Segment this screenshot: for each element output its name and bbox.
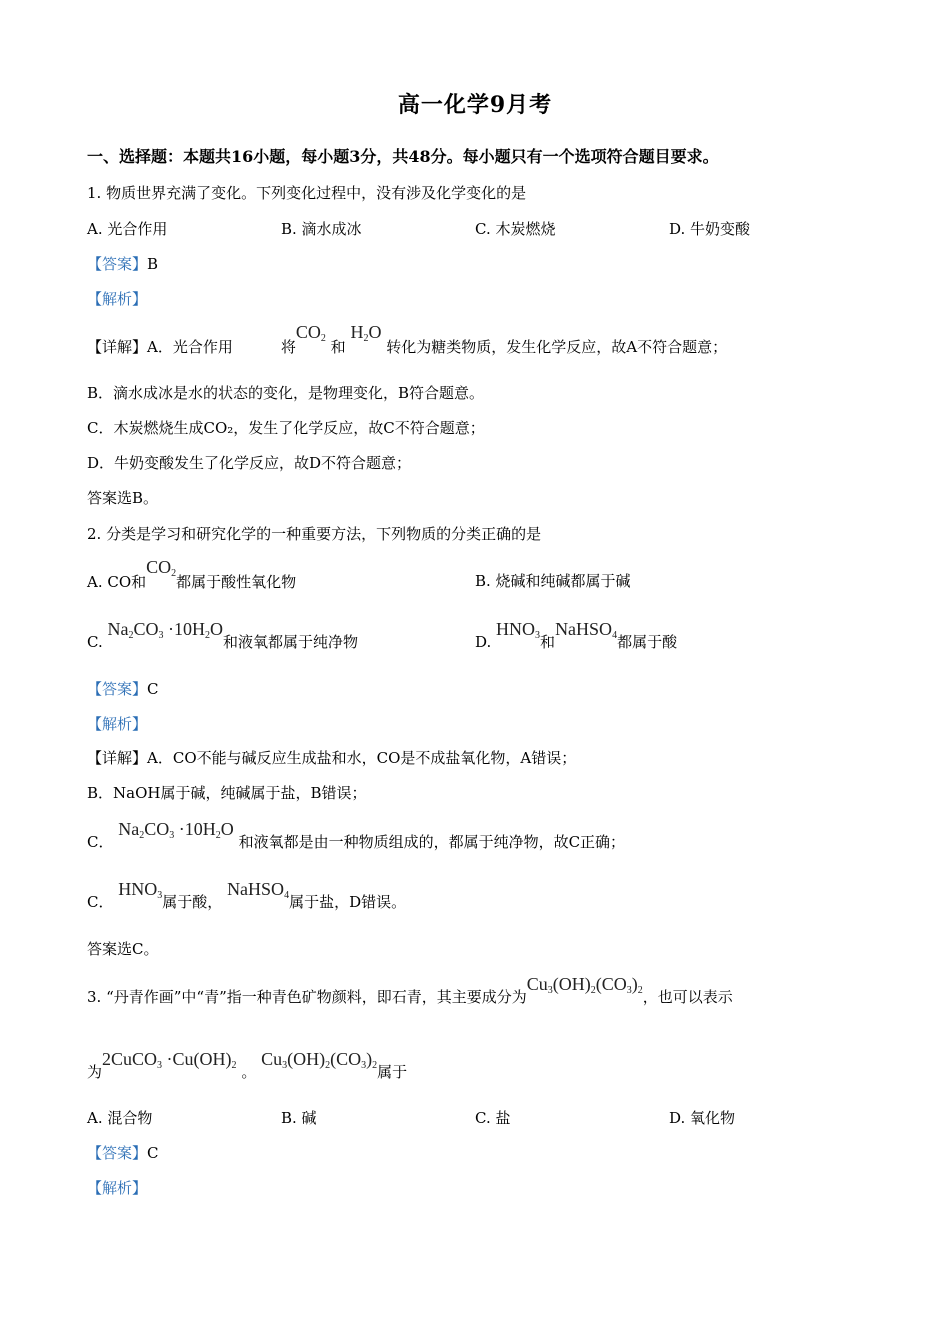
q1-detail-d: D．牛奶变酸发生了化学反应，故D不符合题意；: [87, 454, 412, 472]
q1-detail-a: 【详解】A．光合作用 将$CO_2$ 和 $H_2O$ 转化为糖类物质，发生化学反应，故A不符合题意；: [87, 322, 728, 356]
q2-detail-a: 【详解】A．CO不能与碱反应生成盐和水，CO是不成盐氧化物，A错误；: [87, 749, 577, 767]
answer-tag: 【答案】: [87, 1144, 148, 1162]
detail-tag: 【详解】: [87, 749, 148, 767]
formula-hno3: $HNO_3$: [118, 879, 163, 901]
q1-detail-b: B．滴水成冰是水的状态的变化，是物理变化，B符合题意。: [87, 384, 485, 402]
q3-stem: 3. “丹青作画”中“青”指一种青色矿物颜料，即石青，其主要成分为$Cu_3(OH)_2(CO_3)_2$，也可以表示: [87, 974, 733, 1006]
q2-conclusion: 答案选C。: [87, 940, 159, 958]
q3-answer-value: C: [147, 1144, 159, 1162]
q2-detail-c: C． $Na_2CO_3 \cdot 10H_2O$ 和液氧都是由一种物质组成的，都属于纯净物，故C正确；: [87, 819, 626, 851]
formula-nahso4: NaHSO$_4$: [555, 619, 618, 641]
detail-tag: 【详解】: [87, 338, 148, 356]
q1-option-d: D. 牛奶变酸: [669, 220, 751, 238]
q3-option-a: A. 混合物: [87, 1109, 153, 1127]
q2-detail-b: B．NaOH属于碱，纯碱属于盐，B错误；: [87, 784, 367, 802]
q2-answer: [87, 679, 159, 699]
q3-option-c: C. 盐: [475, 1109, 511, 1127]
q1-answer: [87, 254, 158, 274]
formula-co2: $CO_2$: [295, 322, 326, 344]
formula-na2co3-10h2o: $Na_2CO_3 \cdot 10H_2O$: [107, 619, 224, 641]
formula-nahso4: NaHSO$_4$: [227, 879, 290, 901]
formula-co2: $CO_2$: [146, 557, 177, 579]
q1-option-b: B. 滴水成冰: [281, 220, 362, 238]
q2-option-c: C. $Na_2CO_3 \cdot 10H_2O$和液氧都属于纯净物: [87, 619, 359, 651]
q1-answer-value: B: [147, 255, 159, 273]
q1-option-c: C. 木炭燃烧: [475, 220, 556, 238]
q2-answer-value: C: [147, 680, 159, 698]
q2-analysis-tag: 【解析】: [87, 715, 148, 733]
formula-malachite: $Cu_3(OH)_2(CO_3)_2$: [526, 974, 643, 996]
q3-analysis-tag: 【解析】: [87, 1179, 148, 1197]
q3-answer: [87, 1143, 159, 1163]
q2-option-d: D. $HNO_3$和NaHSO$_4$都属于酸: [475, 619, 678, 651]
q1-stem: 1. 物质世界充满了变化。下列变化过程中，没有涉及化学变化的是: [87, 184, 527, 202]
q1-option-a: A. 光合作用: [87, 220, 168, 238]
page-title: 高一化学9月考: [397, 92, 553, 118]
answer-tag: 【答案】: [87, 255, 148, 273]
formula-malachite: $Cu_3(OH)_2(CO_3)_2$: [261, 1049, 378, 1071]
formula-hno3: $HNO_3$: [496, 619, 541, 641]
formula-2cuco3-cuoh2: 2CuCO$_3$ $\cdot Cu(OH)_2$: [102, 1049, 237, 1071]
answer-tag: 【答案】: [87, 680, 148, 698]
section-heading: 一、选择题：本题共16小题，每小题3分，共48分。每小题只有一个选项符合题目要求。: [87, 147, 719, 166]
formula-na2co3-10h2o: $Na_2CO_3 \cdot 10H_2O$: [118, 819, 234, 841]
q2-option-a: A. CO和$CO_2$都属于酸性氧化物: [87, 557, 297, 591]
q2-option-b: B. 烧碱和纯碱都属于碱: [475, 572, 631, 590]
q3-option-b: B. 碱: [281, 1109, 317, 1127]
q2-detail-d: C． $HNO_3$属于酸， NaHSO$_4$属于盐，D错误。: [87, 879, 407, 911]
q1-detail-c: C．木炭燃烧生成CO₂，发生了化学反应，故C不符合题意；: [87, 419, 485, 437]
q3-stem-line2: 为2CuCO$_3$ $\cdot Cu(OH)_2$ 。 $Cu_3(OH)_2(CO_3)_2$属于: [87, 1049, 408, 1081]
q1-analysis-tag: 【解析】: [87, 290, 148, 308]
formula-h2o: $H_2O$: [350, 322, 382, 344]
q2-stem: 2. 分类是学习和研究化学的一种重要方法，下列物质的分类正确的是: [87, 525, 542, 543]
q1-conclusion: 答案选B。: [87, 489, 159, 507]
q3-option-d: D. 氧化物: [669, 1109, 736, 1127]
